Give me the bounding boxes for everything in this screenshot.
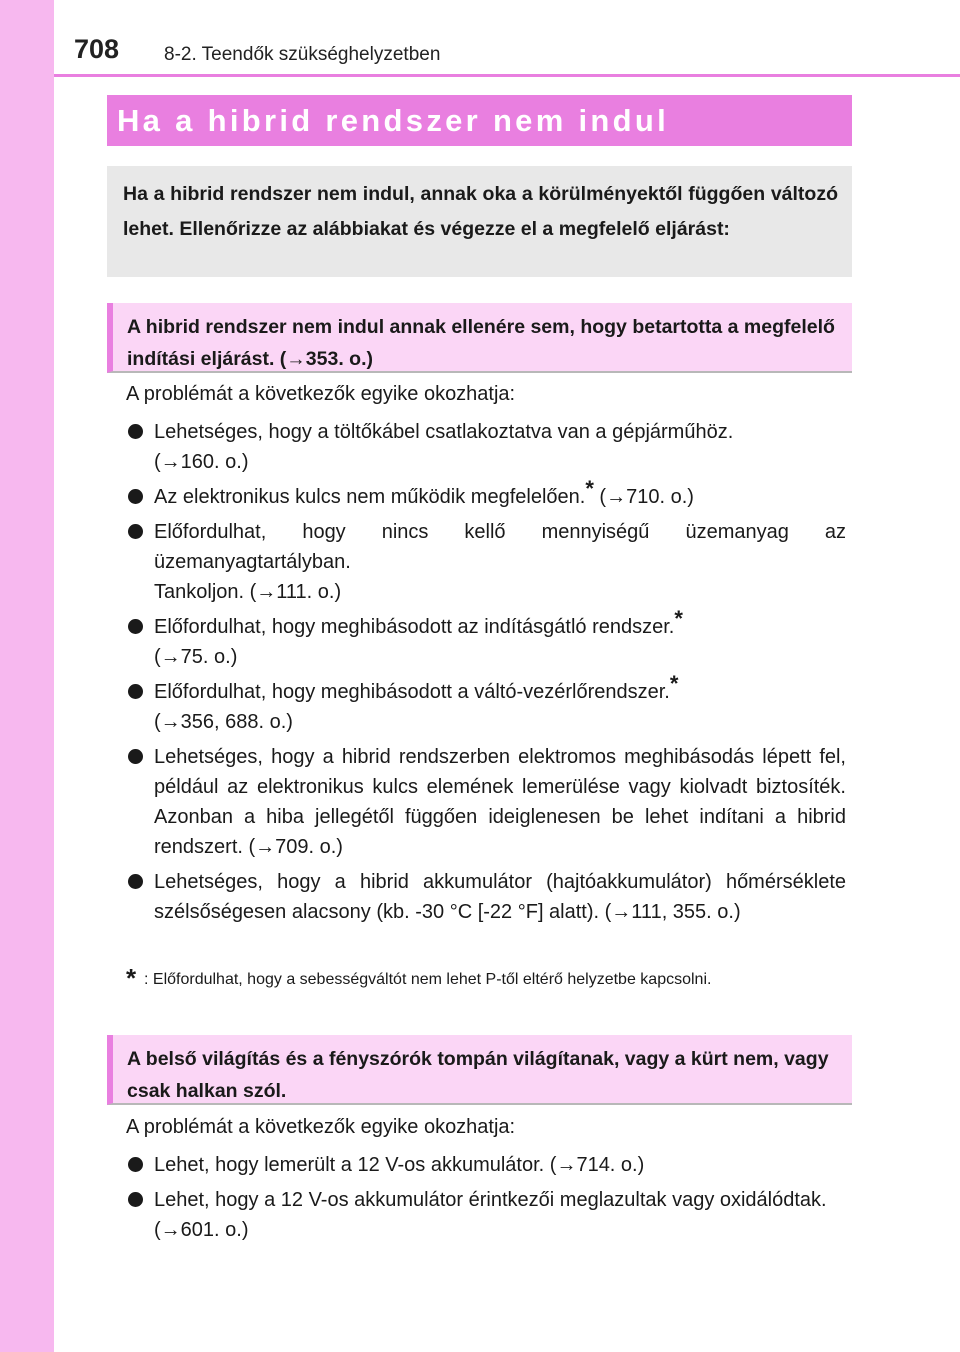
bullet-icon — [128, 524, 143, 539]
page-reference: (→160. o.) — [154, 451, 249, 473]
list-item — [126, 606, 846, 672]
list-item — [126, 476, 846, 512]
bullet-icon — [128, 1192, 143, 1207]
footnote — [126, 963, 846, 993]
bullet-icon — [128, 874, 143, 889]
list-item — [126, 742, 846, 862]
bullet-icon — [128, 684, 143, 699]
bullet-icon — [128, 424, 143, 439]
bullet-icon — [128, 749, 143, 764]
section2-heading: A belső világítás és a fényszórók tompán világítanak, vagy a kürt nem, vagy csak halkan szól. — [107, 1035, 852, 1105]
page-number: 708 — [74, 34, 120, 64]
item-text: Lehetséges, hogy a hibrid rendszerben elektromos meghibásodás lépett fel, például az elektronikus kulcs elemének lemerülése vagy kiolvadt biztosíték. Azonban a hiba jellegétől függően ideiglenesen be lehet indítani a hibrid rendszert. (→709. o.) — [154, 746, 846, 858]
list-item — [126, 1185, 846, 1245]
footnote-star: * — [585, 476, 594, 501]
section2-list — [126, 1150, 846, 1245]
footnote-star: * — [674, 606, 683, 631]
item-text: Előfordulhat, hogy nincs kellő mennyiségű üzemanyag az üzemanyagtartályban. — [154, 521, 846, 573]
item-text: Lehet, hogy a 12 V-os akkumulátor érintkezői meglazultak vagy oxidálódtak. — [154, 1189, 827, 1211]
footnote-mark: * — [126, 963, 137, 993]
page-reference: Tankoljon. (→111. o.) — [154, 581, 342, 603]
item-text: Lehetséges, hogy a hibrid akkumulátor (hajtóakkumulátor) hőmérséklete szélsőségesen alacsony (kb. -30 °C [-22 °F] alatt). (→111, 355. o.) — [154, 871, 846, 923]
section-reference: 8-2. Teendők szükséghelyzetben — [164, 44, 441, 65]
item-text: Lehetséges, hogy a töltőkábel csatlakoztatva van a gépjárműhöz. — [154, 421, 734, 443]
list-item — [126, 867, 846, 927]
intro-box: Ha a hibrid rendszer nem indul, annak oka a körülményektől függően változó lehet. Ellenőrizze az alábbiakat és végezze el a megfelelő eljárást: — [107, 166, 852, 277]
list-item — [126, 517, 846, 607]
item-text: Lehet, hogy lemerült a 12 V-os akkumulátor. (→714. o.) — [154, 1154, 645, 1176]
page-reference: (→601. o.) — [154, 1219, 249, 1241]
section1-heading: A hibrid rendszer nem indul annak ellenére sem, hogy betartotta a megfelelő indítási eljárást. (→353. o.) — [107, 303, 852, 373]
item-text: Előfordulhat, hogy meghibásodott a váltó-vezérlőrendszer. — [154, 681, 670, 703]
page-reference: (→710. o.) — [593, 486, 694, 508]
item-text: Előfordulhat, hogy meghibásodott az indításgátló rendszer. — [154, 616, 675, 638]
header-divider — [54, 74, 960, 77]
section1-list — [126, 417, 846, 927]
bullet-icon — [128, 489, 143, 504]
list-item — [126, 1150, 846, 1180]
page-title-bar — [107, 95, 852, 146]
section2-lead: A problémát a következők egyike okozhatja: — [126, 1116, 516, 1138]
bullet-icon — [128, 619, 143, 634]
page-reference: (→75. o.) — [154, 646, 238, 668]
section1-body — [126, 379, 846, 932]
list-item — [126, 671, 846, 737]
list-item — [126, 417, 846, 477]
page-title: Ha a hibrid rendszer nem indul — [117, 103, 670, 138]
section2-body — [126, 1112, 846, 1250]
item-text: Az elektronikus kulcs nem működik megfelelően. — [154, 486, 586, 508]
side-color-strip — [0, 0, 54, 1352]
footnote-text: : Előfordulhat, hogy a sebességváltót nem lehet P-től eltérő helyzetbe kapcsolni. — [144, 971, 712, 988]
section1-lead: A problémát a következők egyike okozhatja: — [126, 383, 516, 405]
page-reference: (→356, 688. o.) — [154, 711, 293, 733]
bullet-icon — [128, 1157, 143, 1172]
footnote-star: * — [669, 671, 679, 696]
